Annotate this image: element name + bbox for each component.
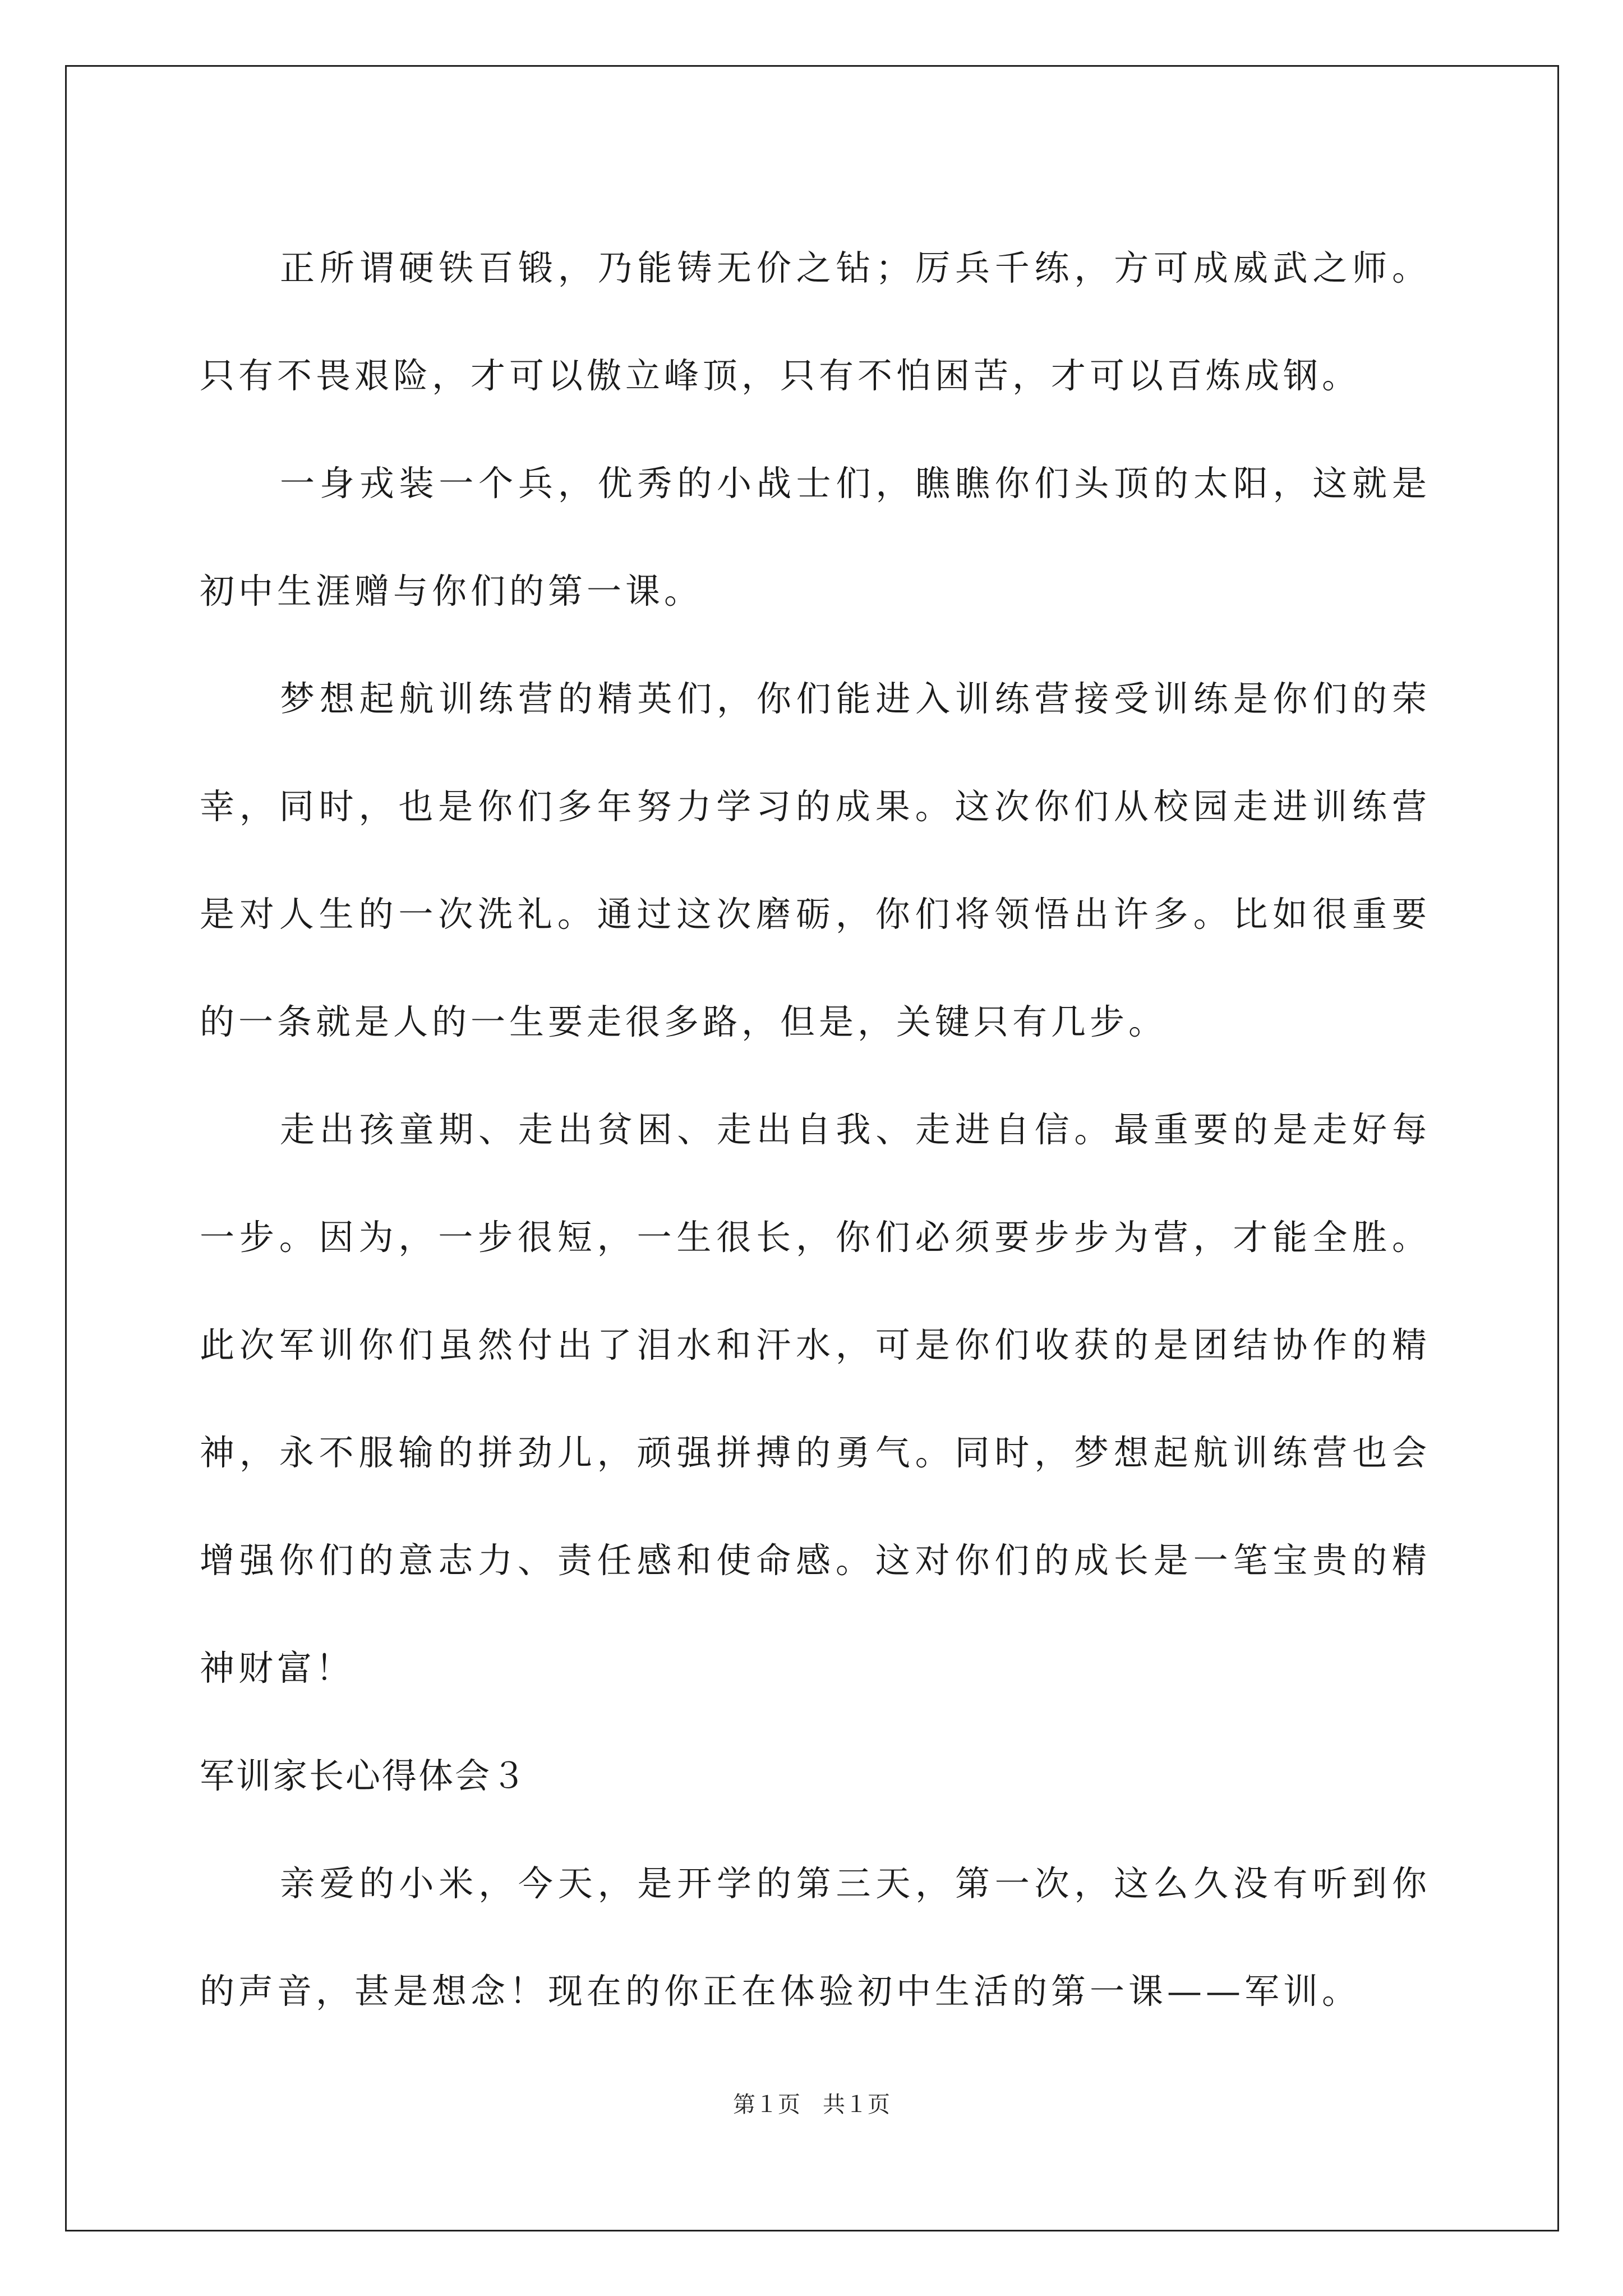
paragraph-3: 梦想起航训练营的精英们，你们能进入训练营接受训练是你们的荣幸，同时，也是你们多年努力学习的成果。这次你们从校园走进训练营是对人生的一次洗礼。通过这次磨砺，你们将领悟出许多。比如很重要的一条就是人的一生要走很多路，但是，关键只有几步。 xyxy=(200,678,1431,1042)
document-body xyxy=(200,214,1431,2045)
section-heading: 军训家长心得体会３ xyxy=(200,1755,528,1796)
paragraph-4: 走出孩童期、走出贫困、走出自我、走进自信。最重要的是走好每一步。因为，一步很短，一生很长，你们必须要步步为营，才能全胜。此次军训你们虽然付出了泪水和汗水，可是你们收获的是团结协作的精神，永不服输的拼劲儿，顽强拼搏的勇气。同时，梦想起航训练营也会增强你们的意志力、责任感和使命感。这对你们的成长是一笔宝贵的精神财富！ xyxy=(200,1109,1431,1688)
paragraph-1: 正所谓硬铁百锻，乃能铸无价之钻；厉兵千练，方可成威武之师。只有不畏艰险，才可以傲立峰顶，只有不怕困苦，才可以百炼成钢。 xyxy=(200,247,1431,396)
page-footer: 第１页 共１页 xyxy=(733,2092,890,2118)
paragraph-2: 一身戎装一个兵，优秀的小战士们，瞧瞧你们头顶的太阳，这就是初中生涯赠与你们的第一课。 xyxy=(200,463,1431,611)
paragraph-5: 亲爱的小米，今天，是开学的第三天，第一次，这么久没有听到你的声音，甚是想念！现在的你正在体验初中生活的第一课——军训。 xyxy=(200,1863,1431,2012)
